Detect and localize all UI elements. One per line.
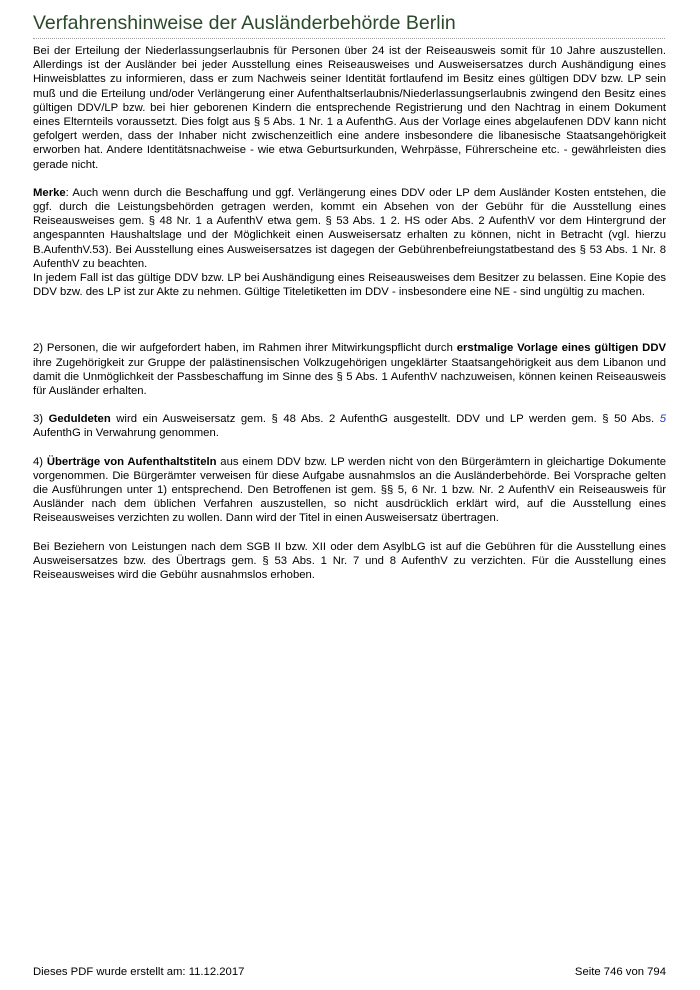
p3-text: wird ein Ausweisersatz gem. § 48 Abs. 2 AufenthG ausgestellt. DDV und LP werden gem. § 50 Abs. — [110, 413, 660, 426]
creation-date: Dieses PDF wurde erstellt am: 11.12.2017 — [33, 966, 245, 978]
paragraph-merke — [33, 186, 666, 271]
p2-bold: erstmalige Vorlage eines gültigen DDV — [456, 342, 667, 355]
p3-bold: Geduldeten — [48, 413, 111, 426]
p3-prefix: 3) — [33, 413, 49, 426]
paragraph-4 — [33, 455, 666, 526]
p2-text-after: ihre Zugehörigkeit zur Gruppe der palästinensischen Volkzugehörigen ungeklärter Staatsangehörigkeit aus dem Libanon und damit die Unmöglichkeit der Passbeschaffung im Sinne des § 5 Abs. 1 AufenthV nachzuweisen, können keinen Reiseausweis für Ausländer erhalten. — [33, 356, 666, 398]
merke-text: : Auch wenn durch die Beschaffung und ggf. Verlängerung eines DDV oder LP dem Ausländer Kosten entstehen, die ggf. durch die Leistungsbehörden getragen werden, kommt ein Absehen von der Gebühr für die Ausstellung eines Reiseausweises gem. § 48 Nr. 1 a AufenthV etwa gem. § 53 Abs. 1 2. HS oder Abs. 2 AufenthV vor dem Hintergrund der angespannten Haushaltslage und der Möglichkeit einen Ausweisersatz erhalten zu können, nicht in Betracht (vgl. hierzu B.AufenthV.53). Bei Ausstellung eines Ausweisersatzes ist dagegen der Gebührenbefreiungstatbestand des § 53 Abs. 1 Nr. 8 AufenthV zu beachten. — [33, 186, 666, 270]
paragraph-3 — [33, 412, 666, 440]
paragraph-intro: Bei der Erteilung der Niederlassungserlaubnis für Personen über 24 ist der Reiseausweis somit für 10 Jahre auszustellen. Allerdings ist der Ausländer bei jeder Ausstellung eines Reiseausweises und Ausweisersatzes durch Aushändigung eines Hinweisblattes zu informieren, dass er zum Nachweis seiner Identität fortlaufend im Besitz eines gültigen DDV bzw. LP sein muß und die Erteilung und/oder Verlängerung einer Aufenthaltserlaubnis/Niederlassungserlaubnis zwingend den Besitz eines gültigen DDV/LP bzw. bei hier geborenen Kindern die entsprechende Registrierung und den Nachtrag in einem Dokument eines Elternteils voraussetzt. Dies folgt aus § 5 Abs. 1 Nr. 1 a AufenthG. Aus der Vorlage eines abgelaufenen DDV kann nicht gefolgert werden, dass der Inhaber nicht zwischenzeitlich eine andere insbesondere die libanesische Staatsangehörigkeit erworben hat. Andere Identitätsnachweise - wie etwa Geburtsurkunden, Wehrpässe, Führerscheine etc. - gewährleisten dies gerade nicht. — [33, 45, 666, 171]
p4-text: aus einem DDV bzw. LP werden nicht von den Bürgerämtern in gleichartige Dokumente vorgenommen. Die Bürgerämter verweisen für diese Aufgabe ausnahmslos an die Ausländerbehörde. Bei Vorsprache gelten die Ausführungen unter 1) entsprechend. Den Betroffenen ist gem. §§ 5, 6 Nr. 1 bzw. Nr. 2 AufenthV ein Reiseausweis für Ausländer nach dem üblichen Verfahren auszustellen, so nicht ausdrücklich erklärt wird, auf die Ausstellung eines Reiseausweises verzichten zu wollen. Dann wird der Titel in einen Ausweisersatz übertragen. — [33, 455, 667, 525]
p3-text-after: AufenthG in Verwahrung genommen. — [33, 427, 219, 440]
document-body — [33, 44, 666, 582]
p4-prefix: 4) — [33, 455, 47, 468]
page-title: Verfahrenshinweise der Ausländerbehörde Berlin — [33, 11, 665, 39]
page-footer — [33, 966, 666, 978]
p2-text-before: 2) Personen, die wir aufgefordert haben, im Rahmen ihrer Mitwirkungspflicht durch — [33, 342, 457, 355]
paragraph-merke-followup: In jedem Fall ist das gültige DDV bzw. LP bei Aushändigung eines Reiseausweises dem Besitzer zu belassen. Eine Kopie des DDV bzw. des LP ist zur Akte zu nehmen. Gültige Titeletiketten im DDV - insbesondere eine NE - sind ungültig zu machen. — [33, 272, 666, 299]
paragraph-2 — [33, 341, 666, 398]
paragraph-link[interactable]: 5 — [659, 413, 667, 426]
page-number: Seite 746 von 794 — [574, 966, 666, 978]
paragraph-5: Bei Beziehern von Leistungen nach dem SGB II bzw. XII oder dem AsylbLG ist auf die Gebühren für die Ausstellung eines Ausweisersatzes bzw. des Übertrags gem. § 53 Abs. 1 Nr. 7 und 8 AufenthV zu verzichten. Für die Ausstellung eines Reiseausweises wird die Gebühr ausnahmslos erhoben. — [33, 540, 666, 582]
p4-bold: Überträge von Aufenthaltstiteln — [46, 455, 217, 468]
merke-label: Merke — [33, 186, 66, 199]
